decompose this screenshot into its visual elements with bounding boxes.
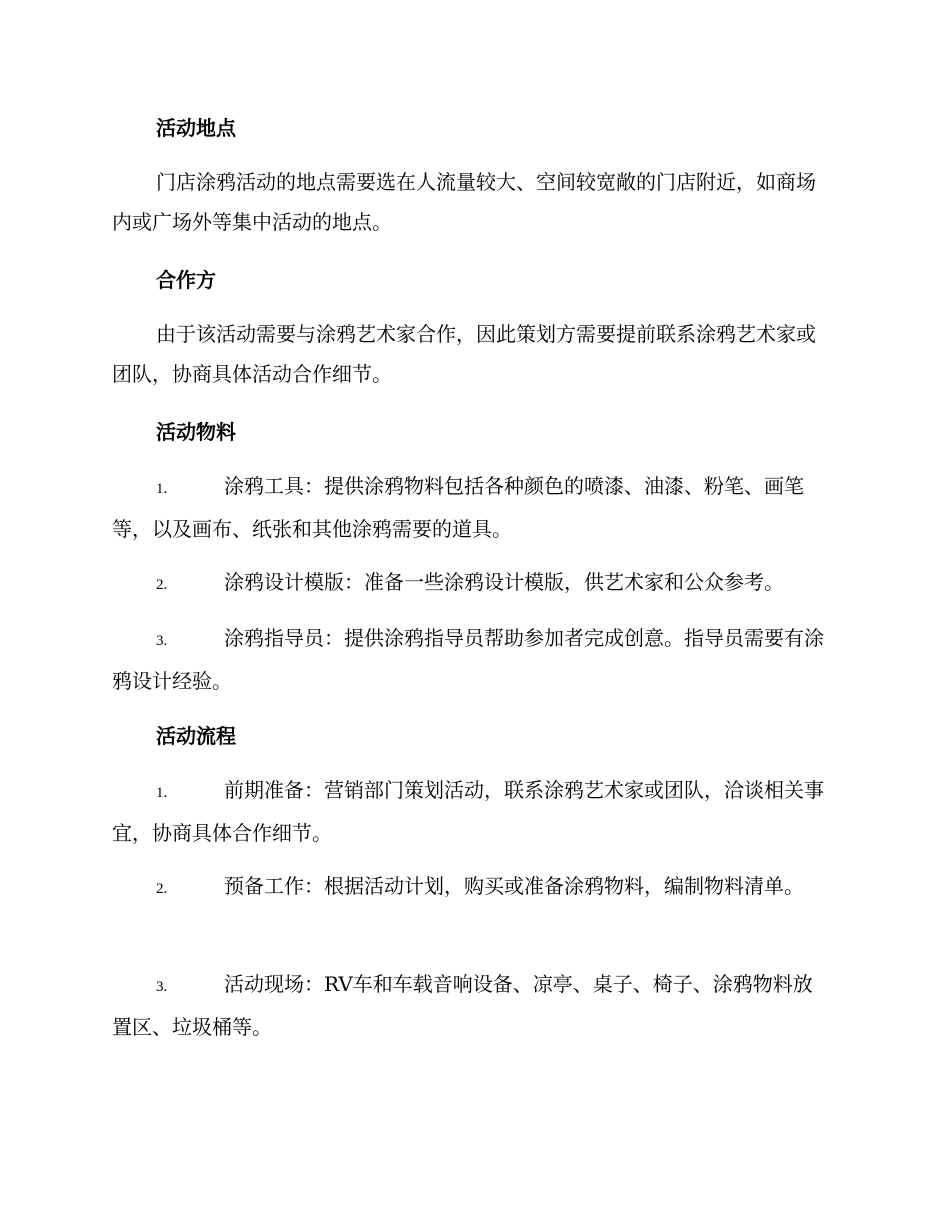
list-item-number: 2. [156,577,168,593]
list-item [112,618,832,701]
section-partner [112,266,832,294]
section-partner-body [112,314,832,394]
list-item-number: 1. [156,481,168,497]
section-materials [112,418,832,446]
materials-item-1 [112,466,832,549]
materials-item-2 [112,562,832,605]
process-item-2 [112,866,832,909]
section-process [112,722,832,750]
list-item-text: 涂鸦工具：提供涂鸦物料包括各种颜色的喷漆、油漆、粉笔、画笔等，以及画布、纸张和其他涂鸦需要的道具。 [112,474,804,541]
list-item [112,562,832,605]
section-paragraph: 门店涂鸦活动的地点需要选在人流量较大、空间较宽敞的门店附近，如商场内或广场外等集中活动的地点。 [112,170,816,234]
list-item-text: 涂鸦设计模版：准备一些涂鸦设计模版，供艺术家和公众参考。 [224,570,784,594]
list-item-number: 2. [156,881,168,897]
list-item [112,866,832,909]
list-item-text: 预备工作：根据活动计划，购买或准备涂鸦物料，编制物料清单。 [224,874,804,898]
list-item-number: 3. [156,633,168,649]
process-item-3 [112,964,832,1047]
list-item-number: 1. [156,785,168,801]
list-item [112,964,832,1047]
process-item-1 [112,770,832,853]
list-item-text: 活动现场：RV车和车载音响设备、凉亭、桌子、椅子、涂鸦物料放置区、垃圾桶等。 [112,972,813,1039]
section-location [112,114,832,142]
section-paragraph: 由于该活动需要与涂鸦艺术家合作，因此策划方需要提前联系涂鸦艺术家或团队，协商具体活动合作细节。 [112,322,816,386]
list-item-text: 涂鸦指导员：提供涂鸦指导员帮助参加者完成创意。指导员需要有涂鸦设计经验。 [112,626,824,693]
list-item-text: 前期准备：营销部门策划活动，联系涂鸦艺术家或团队，洽谈相关事宜，协商具体合作细节。 [112,778,824,845]
list-item [112,770,832,853]
materials-item-3 [112,618,832,701]
section-heading: 合作方 [156,268,216,292]
list-item-number: 3. [156,979,168,995]
section-heading: 活动物料 [156,420,236,444]
section-heading: 活动流程 [156,724,236,748]
section-heading: 活动地点 [156,116,236,140]
section-location-body [112,162,832,242]
list-item [112,466,832,549]
